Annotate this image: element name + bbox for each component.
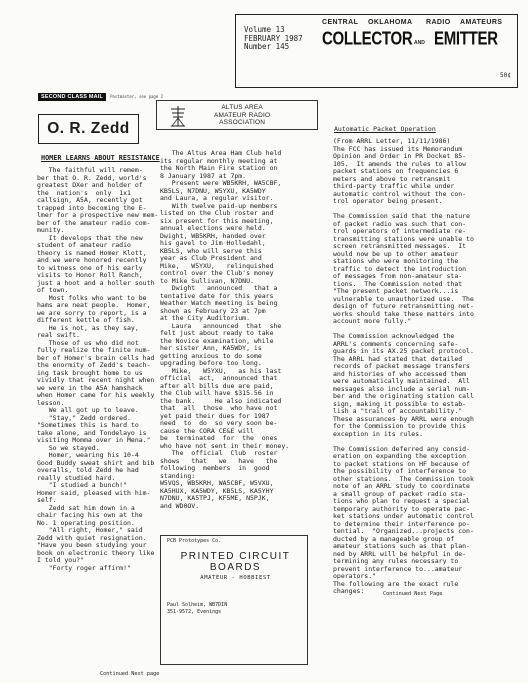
text-line: W5VQS, WB5KRH, WA5CBF, W5VXU, [160,479,274,487]
text-line: Homer said, pleased with him- [37,488,151,497]
text-line: vividly that recent night when [37,376,155,384]
text-line: "The present packet network...is [333,287,459,295]
text-line: other stations. The Commission took [333,474,474,483]
text-line: KB5LS, N7DNU, W5YXU, KA5WDY [160,186,266,195]
text-line: when Homer came for his weekly [37,391,155,399]
text-line: Mike, W5YXU, relinquished [160,261,274,270]
text-line: at the City Auditorium. [160,314,251,322]
text-line: amateur stations such as that plan- [333,542,470,550]
text-line: The Commission said that the nature [333,212,470,220]
article-body-left [37,167,158,572]
club-name-line: ASSOCIATION [219,119,266,126]
text-line: of packet radio was such that con- [333,219,467,228]
text-line: Most folks who want to be [37,293,147,302]
text-line: The official Club roster [160,449,278,457]
text-line: self. [37,496,57,504]
text-line: I told you?" [37,556,84,564]
text-line: the bank. He also indicated [160,396,282,405]
column-title-box [38,114,139,144]
text-line: we are sorry to report, is a [37,308,147,317]
text-line: shows that we have the [160,456,278,465]
text-line: Opinion and Order in PR Docket 85- [333,152,467,160]
text-line: Weather Watch meeting is being [160,299,278,307]
masthead-collector: COLLECTOR [322,28,413,50]
text-line: of messages from non-amateur sta- [333,272,463,280]
text-line: Laura announced that she [160,321,282,330]
masthead-emitter: EMITTER [434,28,498,50]
text-line: his gavel to Jim Holledahl, [160,239,266,247]
text-line: lesson. [37,398,65,407]
text-line: "I studied a bunch!" [37,481,128,489]
text-line: exception in its rules. [333,429,424,438]
text-line: ducted by a manageable group of [333,534,455,543]
text-line: different kettle of fish. [37,316,135,324]
text-line: hams are neat people. Homer, [37,301,151,309]
text-line: lish a "trail of accountability." [333,407,463,415]
ad-subtitle: AMATEUR - HOBBIEST [200,575,271,581]
text-line: ned by ARRL will be helpful in de- [333,549,467,558]
text-line: fully realize the finite num- [37,346,151,354]
text-line: the Club will have $315.56 in [160,389,274,397]
text-line: Those of us who did not [37,338,139,347]
masthead-word-amateurs: AMATEURS [460,19,503,26]
text-line: real swift. [37,331,81,339]
text-line: the possibility of interference to [333,467,467,475]
text-line: stations who were monitoring the [333,257,459,265]
text-line: after all bills due are paid, [160,381,274,390]
text-line: With twelve paid-up members [160,201,278,210]
text-line: "Forty roger affirm!" [37,563,131,572]
text-line: a small group of packet radio sta- [333,489,467,498]
ad-contact-phone: 351-9572, Evenings [167,608,222,615]
text-line: that all those who have not [160,404,278,412]
text-line: trapped into becoming the E- [37,203,147,212]
text-line: The following are the exact rule [333,579,459,588]
text-line: changes: [333,587,365,595]
text-line: upgrading before too long. [160,359,262,367]
text-line: guards in its AX.25 packet protocol. [333,347,474,355]
date-label: FEBRUARY 1987 [244,33,303,43]
text-line: greatest DXer and holder of [37,181,143,189]
text-line: 8 January 1987 at 7pm. [160,171,247,180]
text-line: "Sometimes this is hard to [37,421,139,429]
second-class-badge: SECOND CLASS MAIL [38,93,106,101]
text-line: be terminated for the ones [160,434,278,442]
text-line: munity. [37,226,65,234]
text-line: "All right, Homer," said [37,526,143,534]
text-line: tentative date for this years [160,291,274,300]
article-body-middle [160,150,289,510]
text-line: for the Commission to provide this [333,422,467,430]
masthead-word-radio: RADIO [426,19,451,26]
text-line: annual elections were held. [160,224,266,232]
text-line: tential. "Organized...projects con- [333,527,474,535]
text-line: account more fully." [333,317,412,325]
ad-title-line: BOARDS [209,562,262,573]
text-line: ARRL's comments concerning safe- [333,339,459,348]
text-line: Mike, W5YXU, as his last [160,366,282,375]
text-line: six present for this meeting, [160,216,274,225]
text-line: and we were honored recently [37,256,147,264]
text-line: The faithful will remem- [37,166,143,174]
text-line: Dwight, WB5KRH, handed over [160,231,266,240]
mailing-strip [38,83,238,100]
text-line: note of an ARRL study to coordinate [333,482,470,490]
text-line: works should take these matters into [333,309,474,318]
text-line: screen retransmitted messages. It [333,242,467,250]
text-line: and Laura, a regular visitor. [160,194,274,202]
masthead-word-central: CENTRAL [322,19,359,26]
text-line: listed on the Club roster and [160,209,274,217]
price-label: 50¢ [500,72,511,79]
text-line: The ARRL had stated that detailed [333,354,463,363]
text-line: KA5HUX, KA5WDY, KB5LS, KA5YHY [160,486,274,495]
text-line: visiting Momma over in Mena." [37,436,151,444]
text-line: the enormity of Zedd's teach- [37,361,151,369]
issue-info [244,26,303,52]
text-line: Zedd sat him down in a [37,503,135,512]
text-line: tions. The Commission noted that [333,279,463,288]
text-line: Homer, wearing his 10-4 [37,451,139,459]
text-line: Zedd with quiet resignation. [37,533,147,542]
text-line: prevent interference to...amateur [333,564,463,573]
text-line: the nation's only 1x1 [37,188,131,197]
text-line: eration on expanding the exception [333,452,467,460]
text-line: to Mike Sullivan, N7DNU. [160,276,254,285]
club-name [214,104,270,127]
antenna-icon [168,104,188,131]
text-line: following members in good [160,464,270,472]
text-line: ket stations under automatic control [333,512,474,520]
text-line: The Commission acknowledged the [333,332,455,340]
ad-contact-name: Paul Solheim, WB7DIN [167,602,228,608]
text-line: third-party traffic while under [333,182,455,190]
text-line: would now be up to other amateur [333,249,459,258]
text-line: standing: [160,471,196,480]
text-line: to packet stations on HF because of [333,459,470,468]
text-line: So we stayed. [37,443,100,452]
text-line: who have not sent in their money. [160,441,290,450]
text-line: These assurances by ARRL were enough [333,414,474,423]
text-line: KB5LS, who will serve this [160,246,262,255]
text-line: year as Club President and [160,254,262,262]
text-line: Good Buddy sweat shirt and bib [37,458,155,467]
ad-title-line: PRINTED CIRCUIT [180,551,291,562]
ad-company: PCB Prototypes Co. [167,538,222,544]
text-line: "Have you been studying your [37,541,147,549]
text-line: The Commission deferred any consid- [333,444,470,453]
text-line: N7DNU, KA5TPJ, KF5ME, N5PJK, [160,494,270,502]
text-line: operators." [333,572,377,580]
ad-contact [167,602,227,615]
text-line: visits to Honor Roll Ranch, [37,271,143,279]
text-line: ber and the originating station call [333,392,474,400]
text-line: the Novice examination, while [160,336,274,345]
ad-title [168,551,303,573]
text-line: ber that O. R. Zedd, world's [37,173,147,182]
continued-note-right: Continued Next Page [383,591,443,597]
article-heading-right: Automatic Packet Operation [334,125,436,133]
text-line: ber of Homer's brain cells had [37,353,155,362]
text-line: trol operator being present. [333,197,443,205]
continued-note-left: Continued Next page [100,671,160,677]
number-label: Number 145 [244,42,290,51]
text-line: transmitting stations were unable to [333,234,474,243]
text-line: tions who plan to request a special [333,497,470,505]
text-line: It develops that the new [37,233,143,242]
article-body-right [333,138,474,596]
text-line: (From ARRL Letter, 11/11/1986) [333,137,451,145]
text-line: were automatically maintained. All [333,377,470,385]
masthead-and: AND [414,40,425,46]
text-line: theory is named Homer Klott, [37,248,147,257]
text-line: and histories of who accessed them [333,369,467,378]
text-line: take alone, and Tondelayo is [37,428,147,437]
text-line: The FCC has issued its Memorandum [333,144,463,153]
text-line: temporary authority to operate pac- [333,504,470,513]
postmaster-note: Postmaster, see page 2 [110,94,164,99]
text-line: need to do so very soon be- [160,419,278,427]
text-line: and WD0OV. [160,501,200,510]
text-line: "Stay," Zedd ordered. [37,413,131,422]
text-line: records of packet message transfers [333,362,470,370]
text-line: overalls, told Zedd he had [37,466,139,474]
text-line: to determine their interference po- [333,519,470,528]
text-line: the North Main Fire station on [160,164,278,172]
text-line: cause the CORA CE&E will [160,426,254,435]
text-line: packet stations on frequencies 6 [333,167,459,175]
text-line: we were in the A5A hamshack [37,383,143,392]
volume-label: Volume 13 [244,25,285,34]
text-line: sign, making it possible to estab- [333,399,467,408]
text-line: official act, announced that [160,374,278,382]
text-line: meters and above to retransmit [333,174,451,183]
text-line: vulnerable to unauthorized use. The [333,294,474,303]
article-heading: HOMER LEARNS ABOUT RESISTANCE [41,154,160,162]
text-line: just a hoot and a holler south [37,278,155,287]
text-line: automatic control without the con- [333,189,467,198]
masthead-word-oklahoma: OKLAHOMA [368,19,413,26]
text-line: The Altus Area Ham Club held [160,149,282,157]
text-line: its regular monthly meeting at [160,156,278,165]
masthead [322,14,518,88]
text-line: book on electronic theory like [37,548,155,557]
text-line: Dwight announced that a [160,284,278,292]
text-line: getting anxious to do some [160,351,262,360]
text-line: He is not, as they say, [37,323,139,332]
text-line: trol operators of intermediate re- [333,227,467,235]
text-line: yet paid their dues for 1987 [160,411,270,420]
club-name-line: AMATEUR RADIO [214,111,271,119]
text-line: No. 1 operating position. [37,518,135,527]
text-line: design of future retransmitting net- [333,302,474,310]
text-line: We all got up to leave. [37,406,139,414]
text-line: ing task brought home to us [37,368,143,377]
text-line: callsign, A5A, recently got [37,196,143,204]
text-line: ber of the amateur radio com- [37,218,151,227]
text-line: control over the Club's money [160,269,274,277]
column-title: O. R. Zedd [47,120,130,137]
text-line: student of amateur radio [37,241,131,249]
club-name-line: ALTUS AREA [221,104,263,111]
text-line: her sister Ann, KA5WDY, is [160,344,262,352]
text-line: messages also include a serial num- [333,384,470,393]
text-line: of town. [37,286,69,294]
text-line: Present were WB5KRH, WA5CBF, [160,179,282,187]
text-line: 105. It amends the rules to allow [333,159,467,168]
text-line: traffic to detect the introduction [333,264,467,273]
text-line: shown as February 23 at 7pm [160,306,266,315]
text-line: really studied hard. [37,473,116,482]
text-line: lmer for a prospective new mem- [37,211,159,219]
text-line: termining any rules necessary to [333,557,459,565]
text-line: felt just about ready to take [160,329,274,337]
text-line: chair facing his own at the [37,511,143,519]
text-line: to witness one of his early [37,263,143,272]
